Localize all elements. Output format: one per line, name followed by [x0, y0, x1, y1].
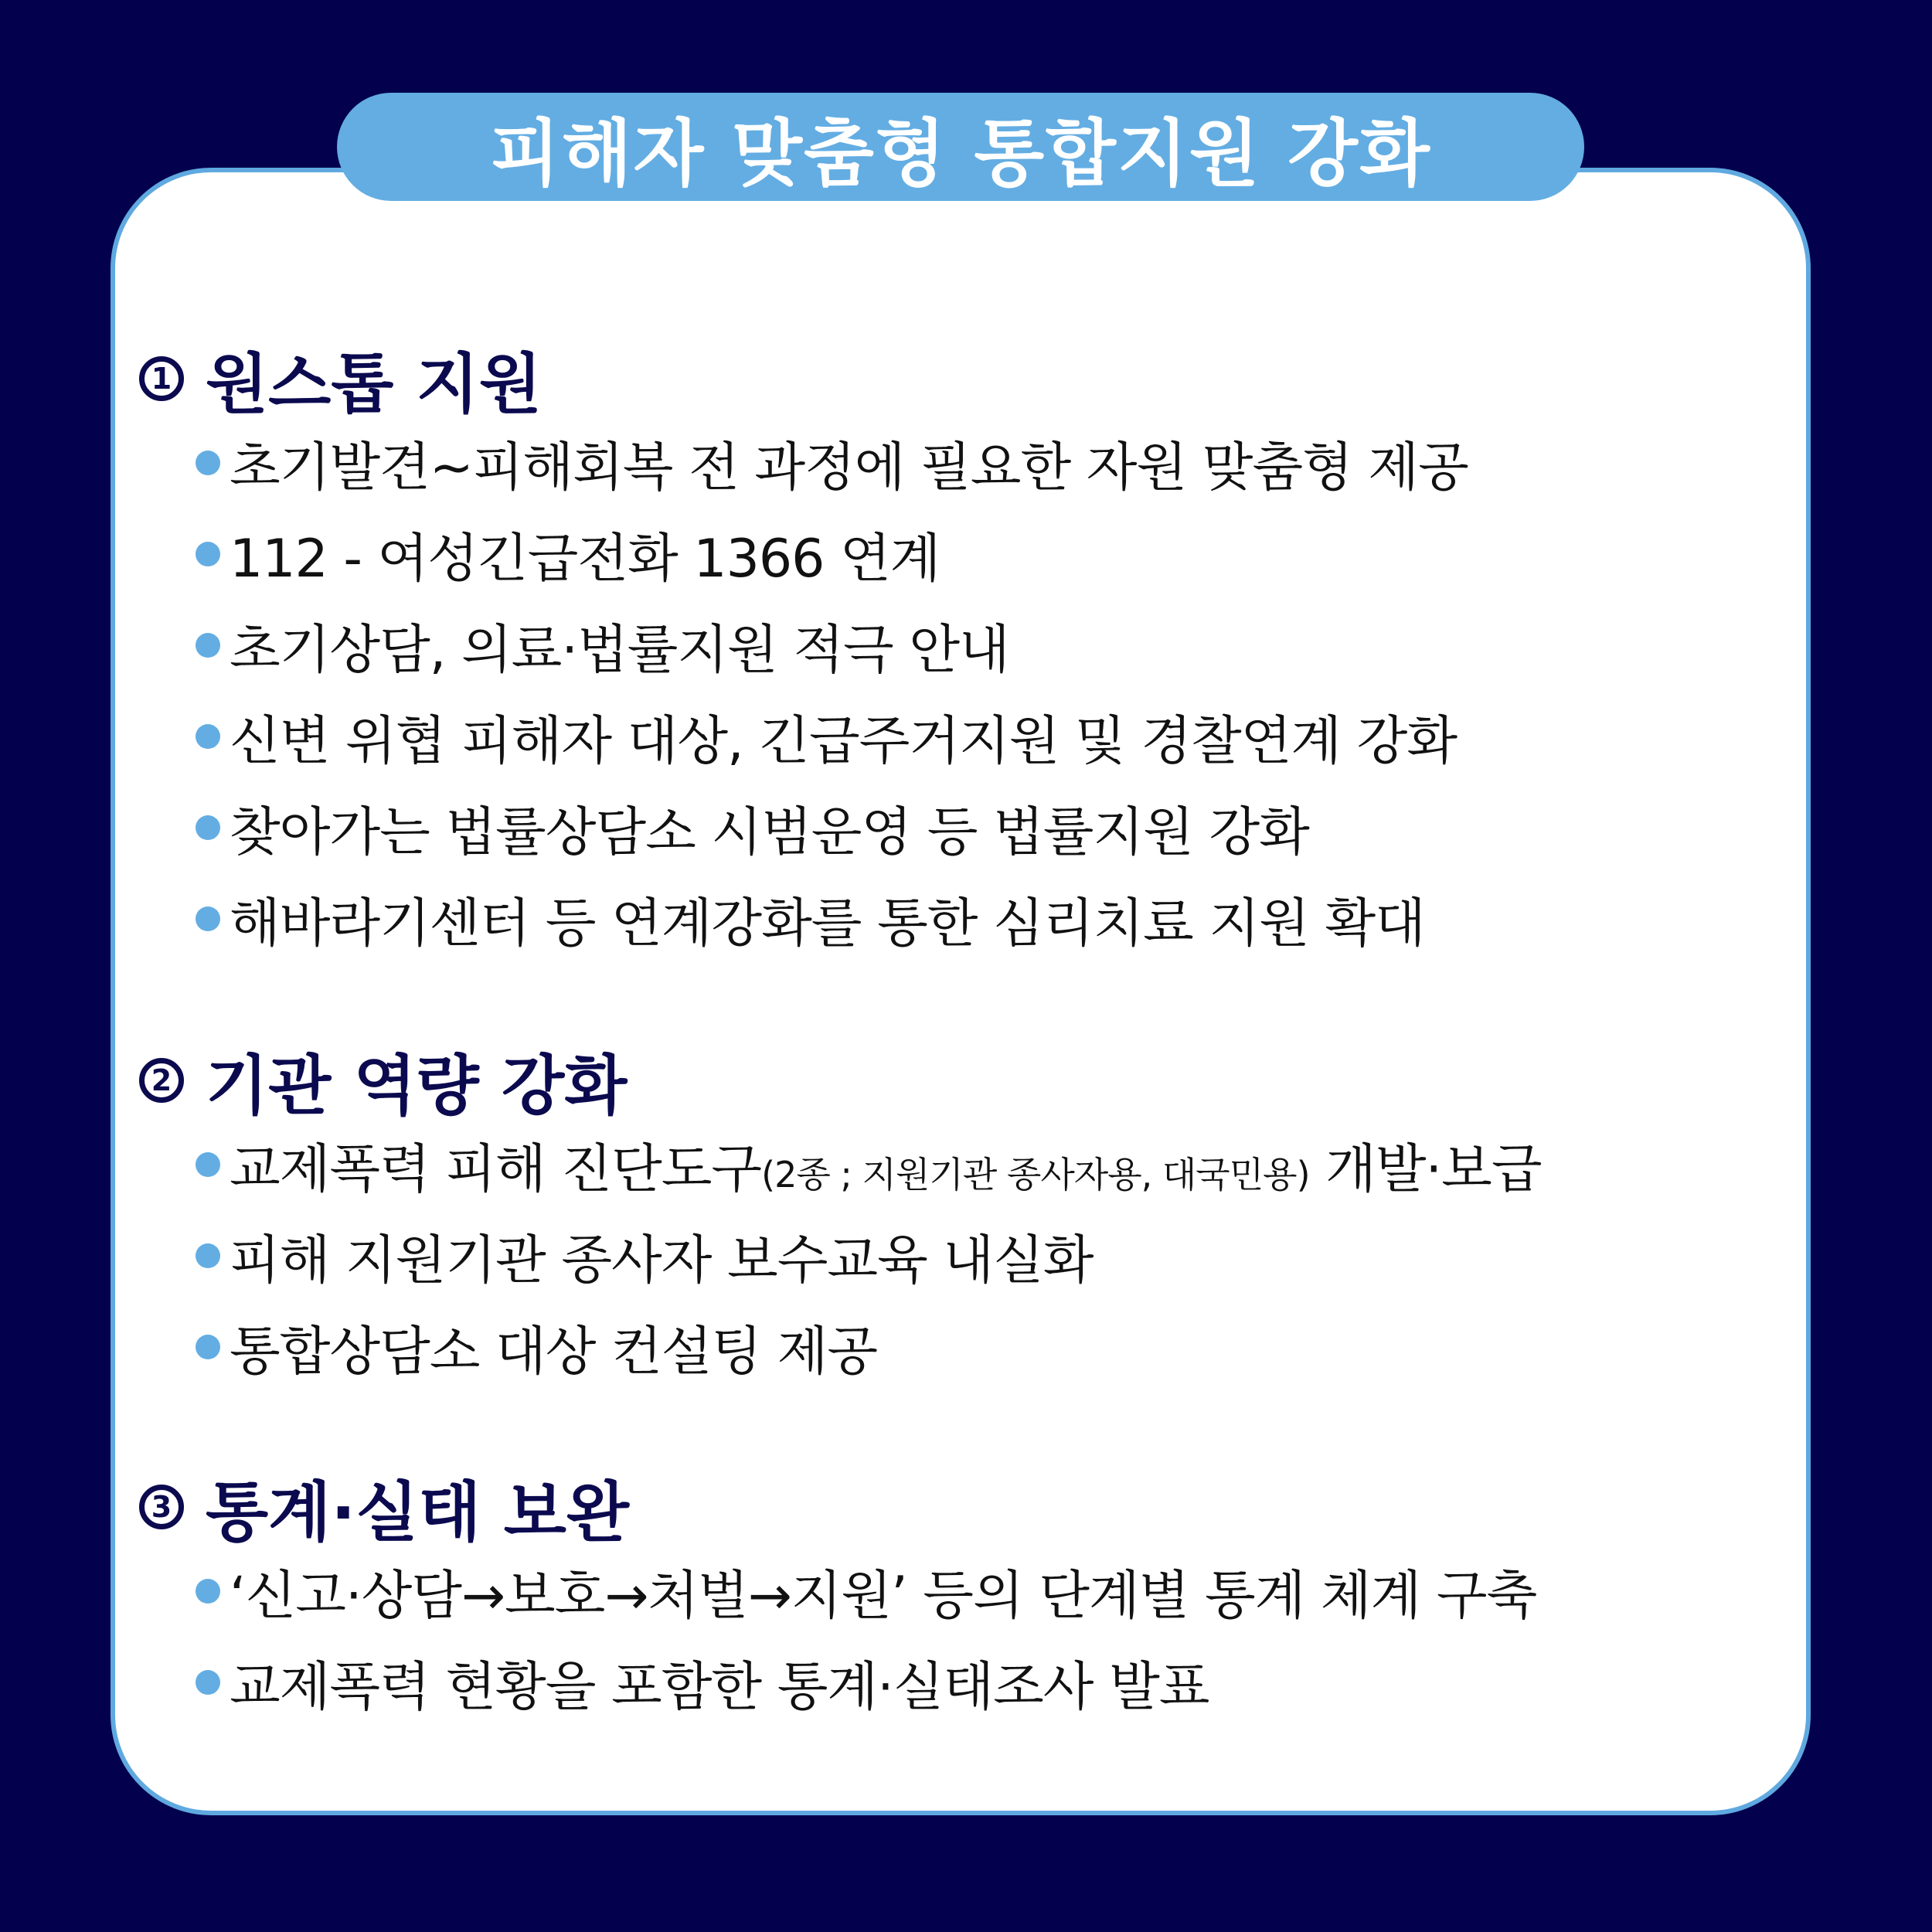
list-item	[139, 1637, 1801, 1728]
section-number-badge: 3	[139, 1485, 184, 1529]
list-item	[139, 417, 1801, 509]
list-item-text: ‘신고·상담→보호→처벌→지원’ 등의 단계별 통계 체계 구축	[230, 1565, 1537, 1627]
list-item	[139, 691, 1801, 782]
list-item	[139, 600, 1801, 691]
list-item	[139, 873, 1801, 964]
list-item-text: 교제폭력 현황을 포함한 통계·실태조사 발표	[230, 1656, 1209, 1718]
section-statistics	[139, 1468, 1801, 1728]
bullet-icon	[196, 1243, 220, 1268]
section-header	[139, 1042, 1801, 1124]
list-item-text: 통합상담소 대상 컨설팅 제공	[230, 1321, 878, 1383]
section-title: 통계·실태 보완	[206, 1474, 630, 1550]
list-item-text: 해바라기센터 등 연계강화를 통한 심리치료 지원 확대	[230, 893, 1425, 954]
section-one-stop	[139, 340, 1801, 964]
list-item-note: (2종 ; 지원기관 종사자용, 대국민용)	[761, 1153, 1310, 1196]
list-item	[139, 509, 1801, 600]
list-item	[139, 1546, 1801, 1637]
list-item	[139, 782, 1801, 873]
list-item-text: 신변 위협 피해자 대상, 긴급주거지원 및 경찰연계 강화	[230, 710, 1458, 772]
bullet-icon	[196, 1670, 220, 1695]
section-institution-capacity	[139, 1042, 1801, 1393]
bullet-icon	[196, 906, 220, 931]
bullet-icon	[196, 1152, 220, 1177]
bullet-icon	[196, 1579, 220, 1604]
list-item-main-text: 교제폭력 피해 진단도구	[230, 1138, 762, 1200]
page-title: 피해자 맞춤형 통합지원 강화	[490, 111, 1431, 196]
list-item-end-text: 개발·보급	[1309, 1138, 1542, 1200]
list-item-text: 112 - 여성긴급전화 1366 연계	[230, 528, 940, 590]
section-header	[139, 340, 1801, 422]
section-title: 기관 역량 강화	[206, 1047, 628, 1124]
list-item	[139, 1210, 1801, 1301]
list-item-text: 초기발견~피해회복 전 과정에 필요한 자원 맞춤형 제공	[230, 437, 1468, 498]
list-item	[139, 1119, 1801, 1210]
bullet-icon	[196, 815, 220, 840]
bullet-icon	[196, 542, 220, 566]
bullet-icon	[196, 1335, 220, 1359]
list-item	[139, 1301, 1801, 1393]
section-header	[139, 1468, 1801, 1550]
list-item-text: 초기상담, 의료·법률지원 적극 안내	[230, 619, 1009, 681]
title-banner	[337, 93, 1584, 201]
bullet-icon	[196, 451, 220, 475]
section-title: 원스톱 지원	[206, 345, 542, 422]
bullet-icon	[196, 633, 220, 658]
bullet-icon	[196, 724, 220, 749]
list-item-text: 찾아가는 법률상담소 시범운영 등 법률지원 강화	[230, 801, 1309, 863]
list-item-text	[230, 1128, 1542, 1202]
section-number-badge: 2	[139, 1058, 184, 1103]
list-item-text: 피해 지원기관 종사자 보수교육 내실화	[230, 1230, 1094, 1291]
section-number-badge: 1	[139, 356, 184, 401]
